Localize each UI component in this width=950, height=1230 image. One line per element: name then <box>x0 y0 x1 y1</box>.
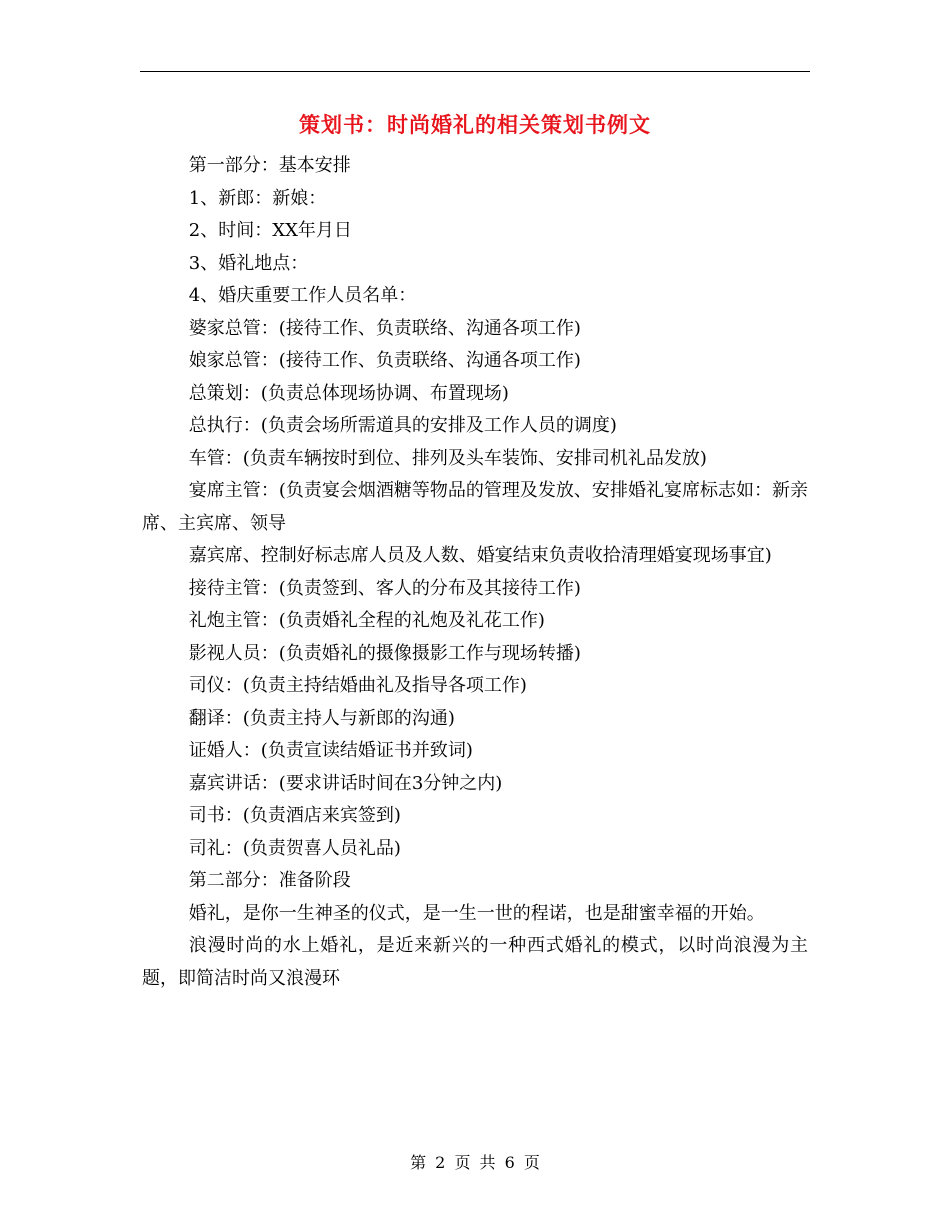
page-number-footer: 第 2 页 共 6 页 <box>410 1153 540 1172</box>
paragraph: 嘉宾讲话：(要求讲话时间在3分钟之内) <box>188 772 503 794</box>
header-rule <box>140 71 810 72</box>
paragraph: 总执行：(负责会场所需道具的安排及工作人员的调度) <box>188 415 617 436</box>
paragraph: 1、新郎：新娘： <box>188 187 327 209</box>
paragraph: 司礼：(负责贺喜人员礼品) <box>188 837 401 859</box>
paragraph: 翻译：(负责主持人与新郎的沟通) <box>188 707 455 729</box>
paragraph: 宴席主管：(负责宴会烟酒糖等物品的管理及发放、安排婚礼宴席标志如：新亲席、主宾席、领导 <box>142 480 808 534</box>
paragraph: 接待主管：(负责签到、客人的分布及其接待工作) <box>188 577 581 599</box>
paragraph: 娘家总管：(接待工作、负责联络、沟通各项工作) <box>188 350 581 371</box>
paragraph: 2、时间：XX年月日 <box>188 220 352 241</box>
paragraph: 总策划：(负责总体现场协调、布置现场) <box>188 382 509 404</box>
document-title: 策划书：时尚婚礼的相关策划书例文 <box>299 113 651 137</box>
paragraph: 车管：(负责车辆按时到位、排列及头车装饰、安排司机礼品发放) <box>188 447 707 469</box>
paragraph: 浪漫时尚的水上婚礼，是近来新兴的一种西式婚礼的模式，以时尚浪漫为主题，即简洁时尚又浪漫环 <box>142 935 808 989</box>
paragraph: 第二部分：准备阶段 <box>188 870 351 891</box>
paragraph: 婆家总管：(接待工作、负责联络、沟通各项工作) <box>188 317 581 339</box>
paragraph: 嘉宾席、控制好标志席人员及人数、婚宴结束负责收拾清理婚宴现场事宜) <box>188 545 772 566</box>
paragraph: 4、婚庆重要工作人员名单： <box>188 285 417 306</box>
paragraph: 影视人员：(负责婚礼的摄像摄影工作与现场转播) <box>188 642 581 664</box>
paragraph: 3、婚礼地点： <box>188 252 309 274</box>
paragraph: 礼炮主管：(负责婚礼全程的礼炮及礼花工作) <box>188 610 545 631</box>
paragraph: 婚礼，是你一生神圣的仪式，是一生一世的程诺，也是甜蜜幸福的开始。 <box>188 902 765 924</box>
paragraph: 司仪：(负责主持结婚曲礼及指导各项工作) <box>188 675 527 696</box>
document-body <box>142 150 808 995</box>
paragraph: 司书：(负责酒店来宾签到) <box>188 805 401 826</box>
paragraph: 第一部分：基本安排 <box>188 155 351 176</box>
paragraph: 证婚人：(负责宣读结婚证书并致词) <box>188 740 473 761</box>
